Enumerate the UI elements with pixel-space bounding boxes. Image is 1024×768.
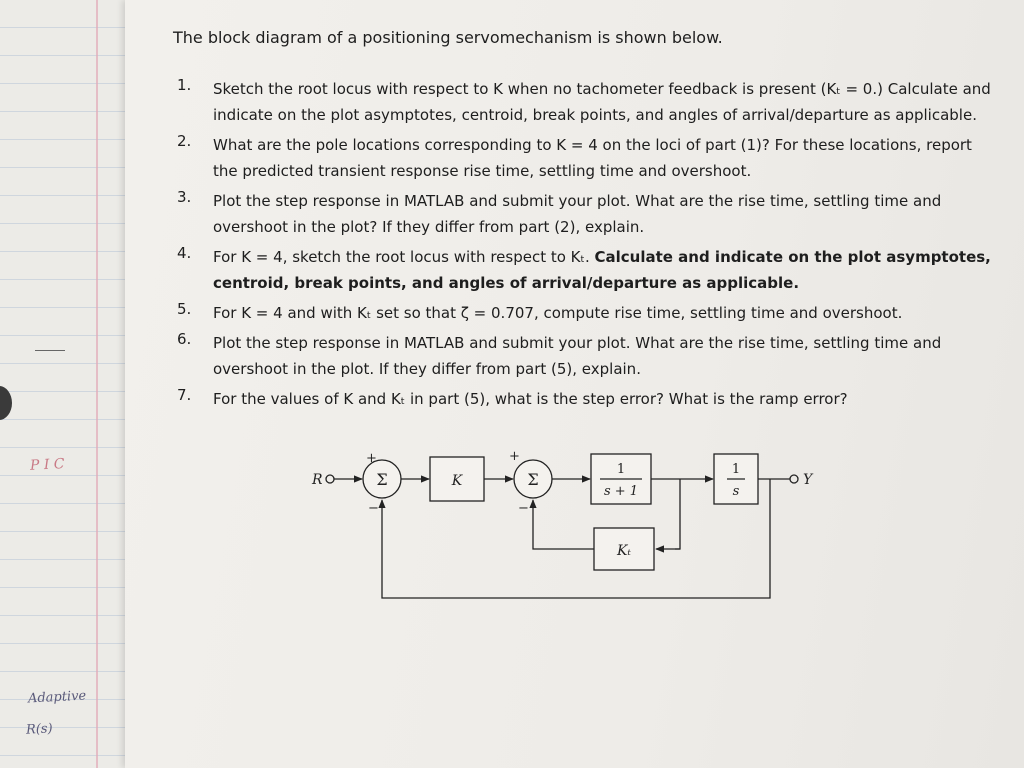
question-number: 1. — [177, 76, 192, 94]
intro-text: The block diagram of a positioning servomechanism is shown below. — [173, 28, 723, 47]
gain-label: K — [451, 473, 463, 489]
question-list — [177, 76, 997, 416]
question-text: For the values of K and Kₜ in part (5), what is the step error? What is the ramp error? — [213, 390, 848, 408]
question-item — [177, 188, 997, 240]
sum2-symbol: Σ — [527, 470, 539, 489]
question-text: What are the pole locations corresponding to K = 4 on the loci of part (1)? For these locations, report the predicted transient response rise time, settling time and overshoot. — [213, 136, 972, 180]
question-text: For K = 4 and with Kₜ set so that ζ = 0.707, compute rise time, settling time and overshoot. — [213, 304, 903, 322]
handwritten-note: P I C — [29, 456, 65, 474]
input-label: R — [312, 472, 323, 488]
tach-feedback-line — [533, 500, 594, 549]
question-item — [177, 386, 997, 412]
sum2-plus-sign: + — [509, 449, 520, 464]
question-text: Plot the step response in MATLAB and submit your plot. What are the rise time, settling time and overshoot in the plot. If they differ from part (5), explain. — [213, 334, 942, 378]
question-number: 3. — [177, 188, 192, 206]
output-node — [790, 475, 798, 483]
handwritten-note: Adaptive — [27, 688, 87, 707]
question-number: 2. — [177, 132, 192, 150]
handwritten-note: R(s) — [25, 721, 53, 738]
question-text: Sketch the root locus with respect to K when no tachometer feedback is present (Kₜ = 0.) Calculate and indicate on the plot asymptotes, centroid, break points, and angles of arrival/departure as applicable. — [213, 80, 991, 124]
sum1-plus-sign: + — [366, 451, 377, 466]
background-notebook — [0, 0, 130, 768]
sum2-minus-sign: − — [518, 501, 529, 516]
question-number: 4. — [177, 244, 192, 262]
plant2-denominator: s — [732, 484, 740, 499]
plant1-numerator: 1 — [616, 462, 626, 477]
question-item — [177, 76, 997, 128]
question-item — [177, 300, 997, 326]
question-text — [213, 244, 997, 296]
notebook-margin-line — [96, 0, 98, 768]
question-number: 5. — [177, 300, 192, 318]
question-number: 6. — [177, 330, 192, 348]
sum1-symbol: Σ — [376, 470, 388, 489]
question-item — [177, 132, 997, 184]
problem-sheet — [125, 0, 1024, 768]
sum1-minus-sign: − — [368, 501, 379, 516]
question-item — [177, 330, 997, 382]
block-diagram — [300, 440, 820, 610]
question-item — [177, 244, 997, 296]
plant2-numerator: 1 — [731, 462, 741, 477]
question-text-plain: For K = 4, sketch the root locus with respect to Kₜ. — [213, 248, 590, 266]
question-text: Plot the step response in MATLAB and submit your plot. What are the rise time, settling time and overshoot in the plot? If they differ from part (2), explain. — [213, 192, 942, 236]
pen-mark — [35, 350, 65, 351]
plant1-denominator: s + 1 — [603, 484, 639, 499]
question-text-bold: Calculate and indicate on the plot asymptotes, centroid, break points, and angles of arrival/departure as applicable. — [213, 248, 991, 292]
output-label: Y — [803, 472, 813, 488]
input-node — [326, 475, 334, 483]
question-number: 7. — [177, 386, 192, 404]
tach-pickoff-line — [675, 479, 680, 549]
tach-label: Kₜ — [617, 543, 631, 559]
